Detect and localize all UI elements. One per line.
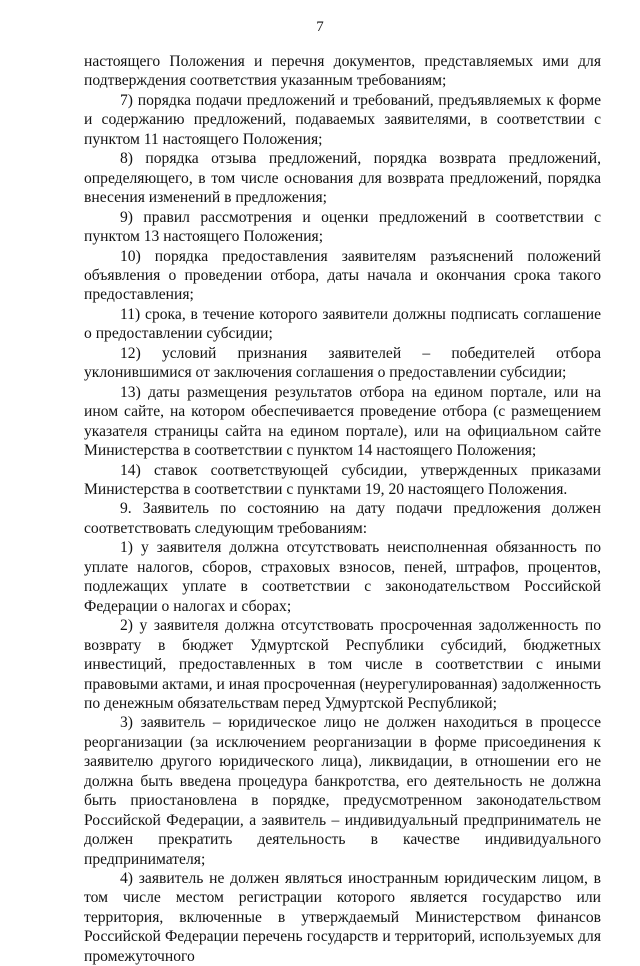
paragraph: 10) порядка предоставления заявителям разъяснений положений объявления о проведении отбора, даты начала и окончания срока такого предоставления; <box>84 247 601 304</box>
paragraph: 11) срока, в течение которого заявители должны подписать соглашение о предоставлении субсидии; <box>84 305 601 343</box>
paragraph: 9. Заявитель по состоянию на дату подачи предложения должен соответствовать следующим требованиям: <box>84 500 601 537</box>
paragraph: 4) заявитель не должен являться иностранным юридическим лицом, в том числе местом регистрации которого является государство или территория, включенные в утверждаемый Министерством финансов Российской Федерации перечень государств и территорий, используемых для промежуточного <box>84 870 601 965</box>
paragraph: 14) ставок соответствующей субсидии, утвержденных приказами Министерства в соответствии с пунктами 19, 20 настоящего Положения. <box>84 461 601 498</box>
paragraph: 2) у заявителя должна отсутствовать просроченная задолженность по возврату в бюджет Удмуртской Республики субсидий, бюджетных инвестиций, предоставленных в том числе в соответствии с иными правовыми актами, и иная просроченная (неурегулированная) задолженность по денежным обязательствам перед Удмуртской Республикой; <box>84 617 601 712</box>
paragraph: 12) условий признания заявителей – победителей отбора уклонившимися от заключения соглашения о предоставлении субсидии; <box>84 344 601 382</box>
page-number: 7 <box>316 19 324 35</box>
paragraph: настоящего Положения и перечня документов, представляемых ими для подтверждения соответствия указанным требованиям; <box>84 53 601 90</box>
document-body <box>84 52 601 966</box>
paragraph: 7) порядка подачи предложений и требований, предъявляемых к форме и содержанию предложений, подаваемых заявителями, в соответствии с пунктом 11 настоящего Положения; <box>84 91 601 148</box>
paragraph: 9) правил рассмотрения и оценки предложений в соответствии с пунктом 13 настоящего Положения; <box>84 208 601 246</box>
paragraph: 8) порядка отзыва предложений, порядка возврата предложений, определяющего, в том числе основания для возврата предложений, порядка внесения изменений в предложения; <box>84 150 601 207</box>
paragraph: 13) даты размещения результатов отбора на едином портале, или на ином сайте, на котором обеспечивается проведение отбора (с размещением указателя страницы сайта на едином портале), или на официальном сайте Министерства в соответствии с пунктом 14 настоящего Положения; <box>84 383 601 460</box>
paragraph: 3) заявитель – юридическое лицо не должен находиться в процессе реорганизации (за исключением реорганизации в форме присоединения к заявителю другого юридического лица), ликвидации, в отношении его не должна быть введена процедура банкротства, его деятельность не должна быть приостановлена в порядке, предусмотренном законодательством Российской Федерации, а заявитель – индивидуальный предприниматель не должен прекратить деятельность в качестве индивидуального предпринимателя; <box>84 714 601 868</box>
paragraph: 1) у заявителя должна отсутствовать неисполненная обязанность по уплате налогов, сборов, страховых взносов, пеней, штрафов, процентов, подлежащих уплате в соответствии с законодательством Российской Федерации о налогах и сборах; <box>84 539 601 615</box>
